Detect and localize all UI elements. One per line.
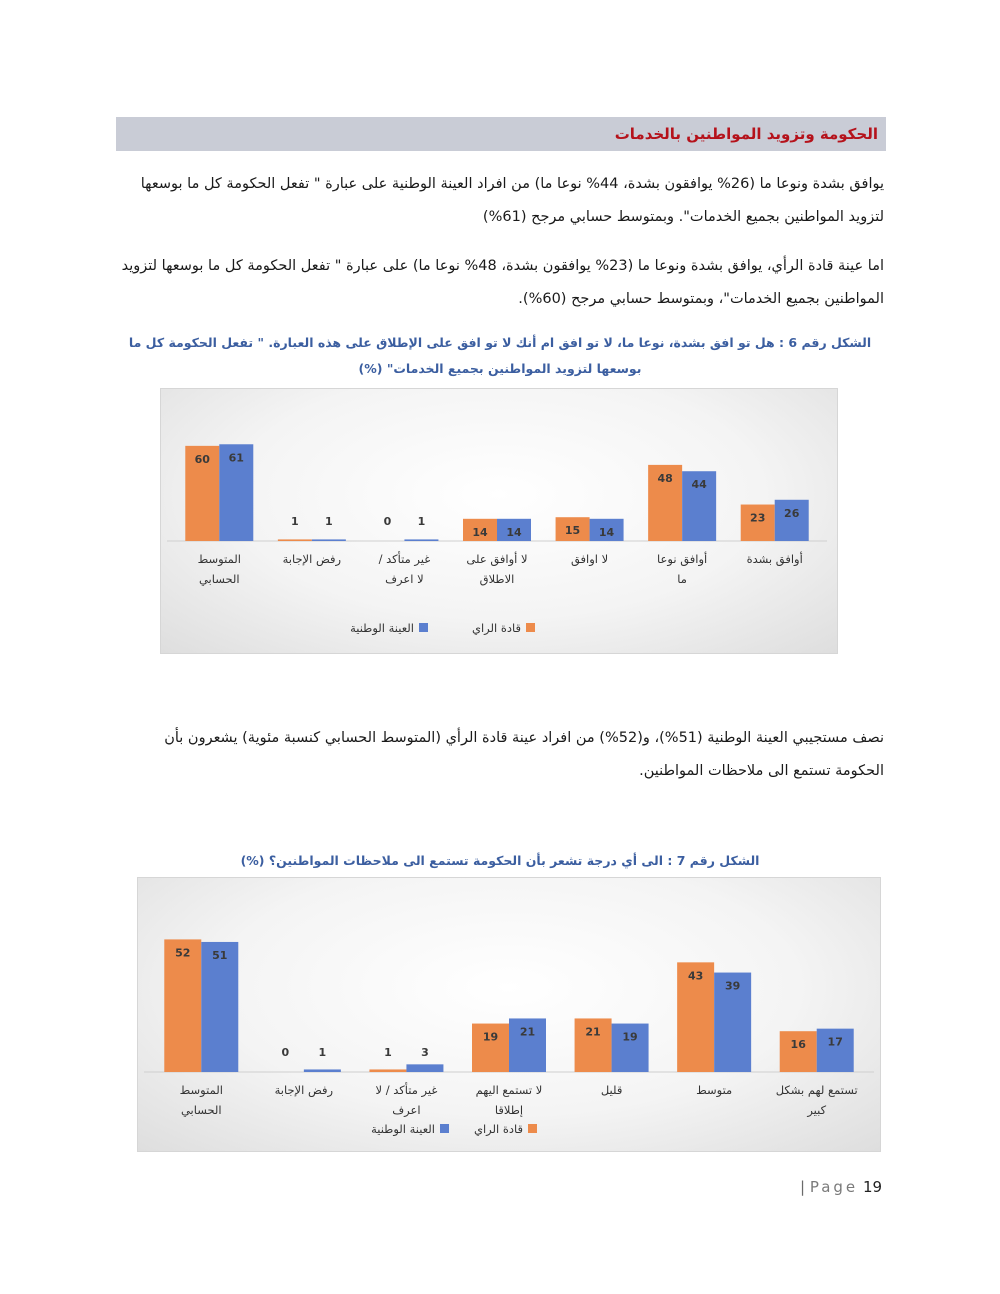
- data-label: 52: [175, 946, 191, 960]
- chart6-svg: [161, 389, 839, 655]
- data-label: 60: [194, 452, 210, 466]
- chart6-caption: الشكل رقم 6 : هل تو افق بشدة، نوعا ما، لا تو افق ام أنك لا تو افق على الإطلاق على هذه العبارة. " تفعل الحكومة كل ما بوسعها لتزويد المواطنين بجميع الخدمات" (%): [128, 335, 872, 376]
- category-label: غير متأكد / لا: [375, 1083, 438, 1097]
- category-label: لا أوافق على: [466, 552, 528, 566]
- legend-label: قادة الراي: [473, 1122, 523, 1136]
- data-label: 0: [383, 515, 392, 528]
- data-label: 14: [472, 525, 488, 539]
- legend-label: العينة الوطنية: [371, 1122, 435, 1136]
- category-label: الاطلاق: [479, 572, 515, 586]
- category-label: رفض الإجابة: [282, 552, 342, 566]
- data-label: 39: [724, 979, 741, 993]
- legend-label: العينة الوطنية: [350, 621, 414, 635]
- data-label: 23: [750, 511, 766, 525]
- data-label: 3: [421, 1046, 429, 1059]
- footer-separator: |: [800, 1178, 806, 1196]
- legend-label: قادة الراي: [471, 621, 521, 635]
- category-label: اعرف: [392, 1103, 421, 1117]
- data-label: 43: [687, 969, 704, 983]
- data-label: 1: [318, 1046, 327, 1059]
- category-label: الحسابي: [180, 1103, 222, 1117]
- data-label: 1: [325, 515, 333, 528]
- chart6-area: [160, 388, 838, 654]
- data-label: 21: [519, 1025, 536, 1039]
- bar-national: [304, 1069, 341, 1072]
- category-label: لا اعرف: [385, 572, 424, 586]
- legend-swatch-leaders: [526, 623, 535, 632]
- category-label: لا تستمع اليهم: [475, 1083, 543, 1097]
- data-label: 19: [482, 1030, 499, 1044]
- data-label: 26: [784, 506, 800, 520]
- category-label: رفض الإجابة: [274, 1083, 334, 1097]
- category-label: إطلاقا: [494, 1103, 524, 1117]
- category-label: المتوسط: [197, 552, 241, 566]
- page-footer: [800, 1178, 884, 1196]
- category-label: أوافق نوعا: [657, 552, 708, 566]
- data-label: 51: [212, 948, 228, 962]
- category-label: ما: [677, 572, 687, 586]
- data-label: 44: [691, 478, 707, 492]
- chart7-caption: الشكل رقم 7 : الى أي درجة تشعر بأن الحكومة تستمع الى ملاحظات المواطنين؟ (%): [240, 853, 760, 868]
- category-label: المتوسط: [179, 1083, 223, 1097]
- footer-page-word: Page: [809, 1178, 859, 1196]
- section-title: الحكومة وتزويد المواطنين بالخدمات: [614, 125, 878, 143]
- paragraph-listening: نصف مستجيبي العينة الوطنية (51%)، و(52%) من افراد عينة قادة الرأي (المتوسط الحسابي كنسبة مئوية) يشعرون بأن الحكومة تستمع الى ملاحظات المواطنين.: [164, 730, 884, 779]
- category-label: متوسط: [696, 1083, 733, 1097]
- data-label: 14: [598, 525, 615, 539]
- category-label: غير متأكد /: [378, 552, 431, 566]
- category-label: لا اوافق: [570, 552, 609, 566]
- bar-leaders: [278, 539, 312, 541]
- data-label: 1: [417, 515, 426, 528]
- section-header: [116, 117, 886, 151]
- data-label: 17: [827, 1035, 843, 1049]
- bar-national: [404, 539, 438, 541]
- paragraph-opinion-leaders: اما عينة قادة الرأي، يوافق بشدة ونوعا ما (23% يوافقون بشدة، 48% نوعا ما) على عبارة " تفعل الحكومة كل ما بوسعها لتزويد المواطنين بجميع الخدمات"، وبمتوسط حسابي مرجح (60%).: [121, 258, 884, 307]
- legend-swatch-national: [419, 623, 428, 632]
- page-number: 19: [862, 1178, 883, 1196]
- data-label: 19: [622, 1030, 638, 1044]
- category-label: أوافق بشدة: [746, 552, 803, 566]
- data-label: 15: [564, 524, 581, 538]
- legend-swatch-national: [440, 1124, 449, 1133]
- data-label: 0: [281, 1046, 290, 1059]
- data-label: 16: [790, 1038, 806, 1052]
- chart7-svg: [138, 878, 882, 1153]
- category-label: تستمع لهم بشكل: [775, 1083, 858, 1097]
- bar-national: [406, 1064, 443, 1072]
- data-label: 1: [291, 515, 299, 528]
- category-label: كبير: [807, 1103, 827, 1117]
- paragraph-national-sample: يوافق بشدة ونوعا ما (26% يوافقون بشدة، 44% نوعا ما) من افراد العينة الوطنية على عبارة " تفعل الحكومة كل ما بوسعها لتزويد المواطنين بجميع الخدمات". وبمتوسط حسابي مرجح (61%): [140, 176, 884, 225]
- data-label: 48: [657, 471, 673, 485]
- legend-swatch-leaders: [528, 1124, 537, 1133]
- bar-leaders: [369, 1069, 406, 1072]
- bar-national: [312, 539, 346, 541]
- category-label: الحسابي: [198, 572, 240, 586]
- chart7-area: [137, 877, 881, 1152]
- data-label: 61: [228, 451, 244, 465]
- category-label: قليل: [600, 1083, 623, 1097]
- data-label: 1: [384, 1046, 392, 1059]
- data-label: 21: [585, 1025, 601, 1039]
- data-label: 14: [506, 525, 522, 539]
